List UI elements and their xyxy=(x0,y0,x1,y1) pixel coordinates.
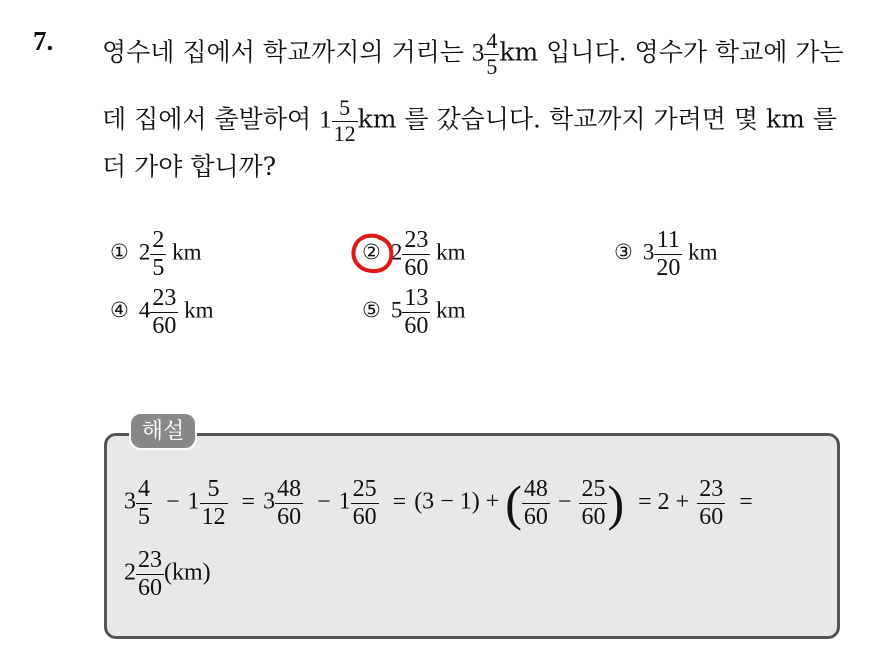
denominator: 60 xyxy=(138,575,162,601)
denominator: 60 xyxy=(404,255,429,281)
mixed-number-whole: 3 xyxy=(124,488,136,515)
choice-4[interactable] xyxy=(110,286,213,338)
fraction xyxy=(484,30,499,78)
mixed-number-whole: 3 xyxy=(642,239,655,265)
fraction xyxy=(136,477,152,529)
fraction xyxy=(275,477,303,529)
explanation-line-2 xyxy=(124,548,211,600)
choice-marker: ② xyxy=(362,240,381,265)
selected-answer-mark-icon xyxy=(350,232,398,276)
explanation-label: 해설 xyxy=(129,412,197,450)
denominator: 5 xyxy=(138,504,150,530)
unit: km xyxy=(436,239,466,265)
fraction xyxy=(332,97,358,145)
mixed-number-whole: 1 xyxy=(187,488,200,515)
question-line-2 xyxy=(102,97,837,145)
denominator: 60 xyxy=(581,504,606,530)
fraction xyxy=(522,477,550,529)
choice-marker: ⑤ xyxy=(362,298,381,323)
mixed-number-whole: 2 xyxy=(138,239,151,265)
explanation-box xyxy=(104,433,840,639)
mixed-number-whole: 2 xyxy=(124,559,136,586)
denominator: 60 xyxy=(352,504,377,530)
choice-5[interactable] xyxy=(362,286,465,338)
numerator: 5 xyxy=(339,95,351,120)
operator: − xyxy=(317,488,331,515)
explanation-line-1 xyxy=(124,474,761,532)
numerator: 25 xyxy=(581,476,606,502)
unit: km xyxy=(172,239,202,265)
denominator: 60 xyxy=(404,313,429,339)
expression-text: (3 − 1) + xyxy=(414,488,500,515)
mixed-number-whole: 4 xyxy=(138,297,151,323)
fraction xyxy=(579,477,607,529)
numerator: 23 xyxy=(699,476,724,502)
choice-1[interactable] xyxy=(110,228,201,280)
mixed-number-whole: 2 xyxy=(390,239,403,265)
unit: km xyxy=(184,297,214,323)
unit: (km) xyxy=(164,559,211,586)
question-text: km 를 갔습니다. 학교까지 가려면 몇 km 를 xyxy=(357,104,837,134)
fraction xyxy=(200,477,228,529)
numerator: 25 xyxy=(352,476,377,502)
mixed-number-whole: 1 xyxy=(338,488,351,515)
denominator: 60 xyxy=(152,313,177,339)
operator: = xyxy=(241,488,256,515)
fraction xyxy=(697,477,725,529)
numerator: 4 xyxy=(486,28,498,53)
fraction xyxy=(402,286,430,338)
numerator: 23 xyxy=(404,227,429,253)
numerator: 11 xyxy=(656,227,680,253)
denominator: 60 xyxy=(699,504,724,530)
unit: km xyxy=(436,297,466,323)
fraction xyxy=(402,228,430,280)
denominator: 5 xyxy=(486,54,498,79)
question-text: km 입니다. 영수가 학교에 가는 xyxy=(499,37,844,67)
numerator: 2 xyxy=(152,227,165,253)
numerator: 23 xyxy=(138,547,162,573)
operator: = 2 + xyxy=(638,488,690,515)
choice-3[interactable] xyxy=(614,228,717,280)
fraction xyxy=(150,228,166,280)
fraction xyxy=(654,228,682,280)
fraction xyxy=(150,286,178,338)
numerator: 48 xyxy=(277,476,302,502)
numerator: 4 xyxy=(138,476,150,502)
question-line-1 xyxy=(102,30,844,78)
question-line-3: 더 가야 합니까? xyxy=(102,152,277,181)
question-text: 데 집에서 출발하여 xyxy=(102,104,312,134)
mixed-number-whole: 3 xyxy=(263,488,276,515)
operator: = xyxy=(739,488,753,515)
choice-marker: ① xyxy=(110,240,129,265)
numerator: 13 xyxy=(404,285,429,311)
choice-marker: ④ xyxy=(110,298,129,323)
mixed-number-whole: 3 xyxy=(471,39,485,67)
denominator: 20 xyxy=(656,255,681,281)
operator: − xyxy=(166,488,180,515)
denominator: 12 xyxy=(201,504,226,530)
right-paren: ) xyxy=(607,475,625,531)
denominator: 12 xyxy=(333,121,356,146)
mixed-number-whole: 5 xyxy=(390,297,403,323)
numerator: 23 xyxy=(152,285,177,311)
operator: = xyxy=(392,488,407,515)
question-text: 영수네 집에서 학교까지의 거리는 xyxy=(102,37,464,67)
fraction xyxy=(136,548,164,600)
mixed-number-whole: 1 xyxy=(319,106,332,134)
choice-marker: ③ xyxy=(614,240,633,265)
fraction xyxy=(351,477,379,529)
operator: − xyxy=(557,488,572,515)
unit: km xyxy=(688,239,718,265)
denominator: 60 xyxy=(277,504,302,530)
numerator: 48 xyxy=(523,476,548,502)
numerator: 5 xyxy=(207,476,220,502)
question-number: 7. xyxy=(33,26,54,56)
left-paren: ( xyxy=(505,475,522,531)
denominator: 5 xyxy=(152,255,165,281)
denominator: 60 xyxy=(523,504,548,530)
